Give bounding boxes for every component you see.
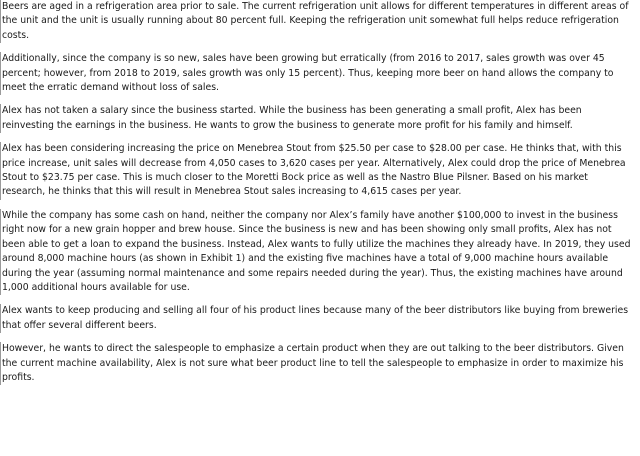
paragraph-sales-growth: Additionally, since the company is so new, sales have been growing but erratically (from 2016 to 2017, sales growth was over 45 percent; however, from 2018 to 2019, sales growth was only 15 percent). Thus, keeping more beer on hand allows the company to meet the erratic demand without loss of sales.	[0, 52, 632, 95]
paragraph-salespeople: However, he wants to direct the salespeople to emphasize a certain product when they are out talking to the beer distributors. Given the current machine availability, Alex is not sure what beer product line to tell the salespeople to emphasize in order to maximize his profits.	[0, 342, 632, 385]
paragraph-pricing: Alex has been considering increasing the price on Menebrea Stout from $25.50 per case to $28.00 per case. He thinks that, with this price increase, unit sales will decrease from 4,050 cases to 3,620 cases per year. Alternatively, Alex could drop the price of Menebrea Stout to $23.75 per case. This is much closer to the Moretti Bock price as well as the Nastro Blue Pilsner. Based on his market research, he thinks that this will result in Menebrea Stout sales increasing to 4,615 cases per year.	[0, 142, 632, 200]
paragraph-capacity: While the company has some cash on hand, neither the company nor Alex’s family have another $100,000 to invest in the business right now for a new grain hopper and brew house. Since the business is new and has been showing only small profits, Alex has not been able to get a loan to expand the business. Instead, Alex wants to fully utilize the machines they already have. In 2019, they used around 8,000 machine hours (as shown in Exhibit 1) and the existing five machines have a total of 9,000 machine hours available during the year (assuming normal maintenance and some repairs needed during the year). Thus, the existing machines have around 1,000 additional hours available for use.	[0, 209, 632, 295]
paragraph-salary: Alex has not taken a salary since the business started. While the business has been generating a small profit, Alex has been reinvesting the earnings in the business. He wants to grow the business to generate more profit for his family and himself.	[0, 104, 632, 133]
paragraph-refrigeration: Beers are aged in a refrigeration area prior to sale. The current refrigeration unit allows for different temperatures in different areas of the unit and the unit is usually running about 80 percent full. Keeping the refrigeration unit somewhat full helps reduce refrigeration costs.	[0, 0, 632, 43]
paragraph-product-lines: Alex wants to keep producing and selling all four of his product lines because many of the beer distributors like buying from breweries that offer several different beers.	[0, 304, 632, 333]
